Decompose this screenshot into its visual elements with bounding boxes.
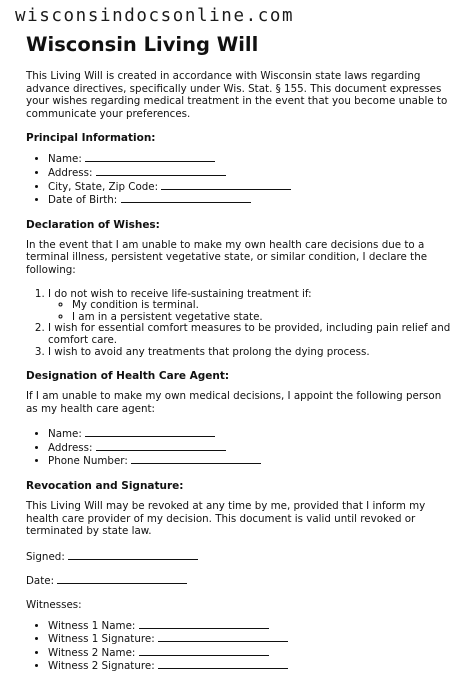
agent-name-field[interactable]: • Name:	[48, 427, 456, 441]
principal-heading: Principal Information:	[26, 132, 156, 145]
wish-condition: ◦ I am in a persistent vegetative state.	[72, 312, 456, 324]
fill-line[interactable]	[68, 550, 198, 560]
wishes-list	[26, 289, 456, 359]
fill-line[interactable]	[85, 427, 215, 437]
fill-line[interactable]	[96, 166, 226, 176]
fill-line[interactable]	[139, 619, 269, 629]
document-title: Wisconsin Living Will	[26, 33, 259, 56]
principal-city-field[interactable]: • City, State, Zip Code:	[48, 180, 456, 194]
witness-2-name-field[interactable]: • Witness 2 Name:	[48, 646, 456, 660]
witnesses-label: Witnesses:	[26, 599, 82, 612]
fill-line[interactable]	[85, 152, 215, 162]
revocation-heading: Revocation and Signature:	[26, 480, 184, 493]
wish-item-2: 2. I wish for essential comfort measures to be provided, including pain relief and comfort care.	[48, 323, 456, 346]
document-body	[26, 33, 456, 685]
principal-address-field[interactable]: • Address:	[48, 166, 456, 180]
agent-phone-field[interactable]: • Phone Number:	[48, 454, 456, 468]
witness-1-signature-field[interactable]: • Witness 1 Signature:	[48, 632, 456, 646]
fill-line[interactable]	[131, 454, 261, 464]
principal-fields-list	[26, 152, 456, 206]
wish-item-1: 1. I do not wish to receive life-sustaining treatment if: ◦ My condition is terminal. ◦ I am in a persistent vegetative state.	[48, 289, 456, 324]
wish-conditions-list	[48, 300, 456, 323]
fill-line[interactable]	[121, 193, 251, 203]
fill-line[interactable]	[158, 632, 288, 642]
revocation-text: This Living Will may be revoked at any time by me, provided that I inform my health care provider of my decision. This document is valid until revoked or terminated by state law.	[26, 500, 426, 538]
witness-2-signature-field[interactable]: • Witness 2 Signature:	[48, 659, 456, 673]
agent-fields-list	[26, 427, 456, 468]
witness-1-name-field[interactable]: • Witness 1 Name:	[48, 619, 456, 633]
fill-line[interactable]	[96, 441, 226, 451]
fill-line[interactable]	[57, 574, 187, 584]
witness-fields-list	[26, 619, 456, 673]
wish-item-3: 3. I wish to avoid any treatments that prolong the dying process.	[48, 347, 456, 359]
agent-heading: Designation of Health Care Agent:	[26, 370, 230, 383]
wish-condition: ◦ My condition is terminal.	[72, 300, 456, 312]
date-field[interactable]: Date:	[26, 574, 456, 588]
fill-line[interactable]	[161, 180, 291, 190]
principal-name-field[interactable]: • Name:	[48, 152, 456, 166]
fill-line[interactable]	[139, 646, 269, 656]
wishes-heading: Declaration of Wishes:	[26, 218, 160, 231]
intro-paragraph: This Living Will is created in accordance with Wisconsin state laws regarding advance directives, specifically under Wis. Stat. § 155. This document expresses your wishes regarding medical treatment in the event that you become unable to communicate your preferences.	[26, 70, 448, 120]
wishes-intro: In the event that I am unable to make my own health care decisions due to a terminal illness, persistent vegetative state, or similar condition, I declare the following:	[26, 238, 428, 276]
principal-dob-field[interactable]: • Date of Birth:	[48, 193, 456, 207]
agent-intro: If I am unable to make my own medical decisions, I appoint the following person as my health care agent:	[26, 390, 442, 415]
agent-address-field[interactable]: • Address:	[48, 441, 456, 455]
signed-field[interactable]: Signed:	[26, 550, 456, 564]
fill-line[interactable]	[158, 659, 288, 669]
watermark-text: wisconsindocsonline.com	[15, 6, 295, 26]
